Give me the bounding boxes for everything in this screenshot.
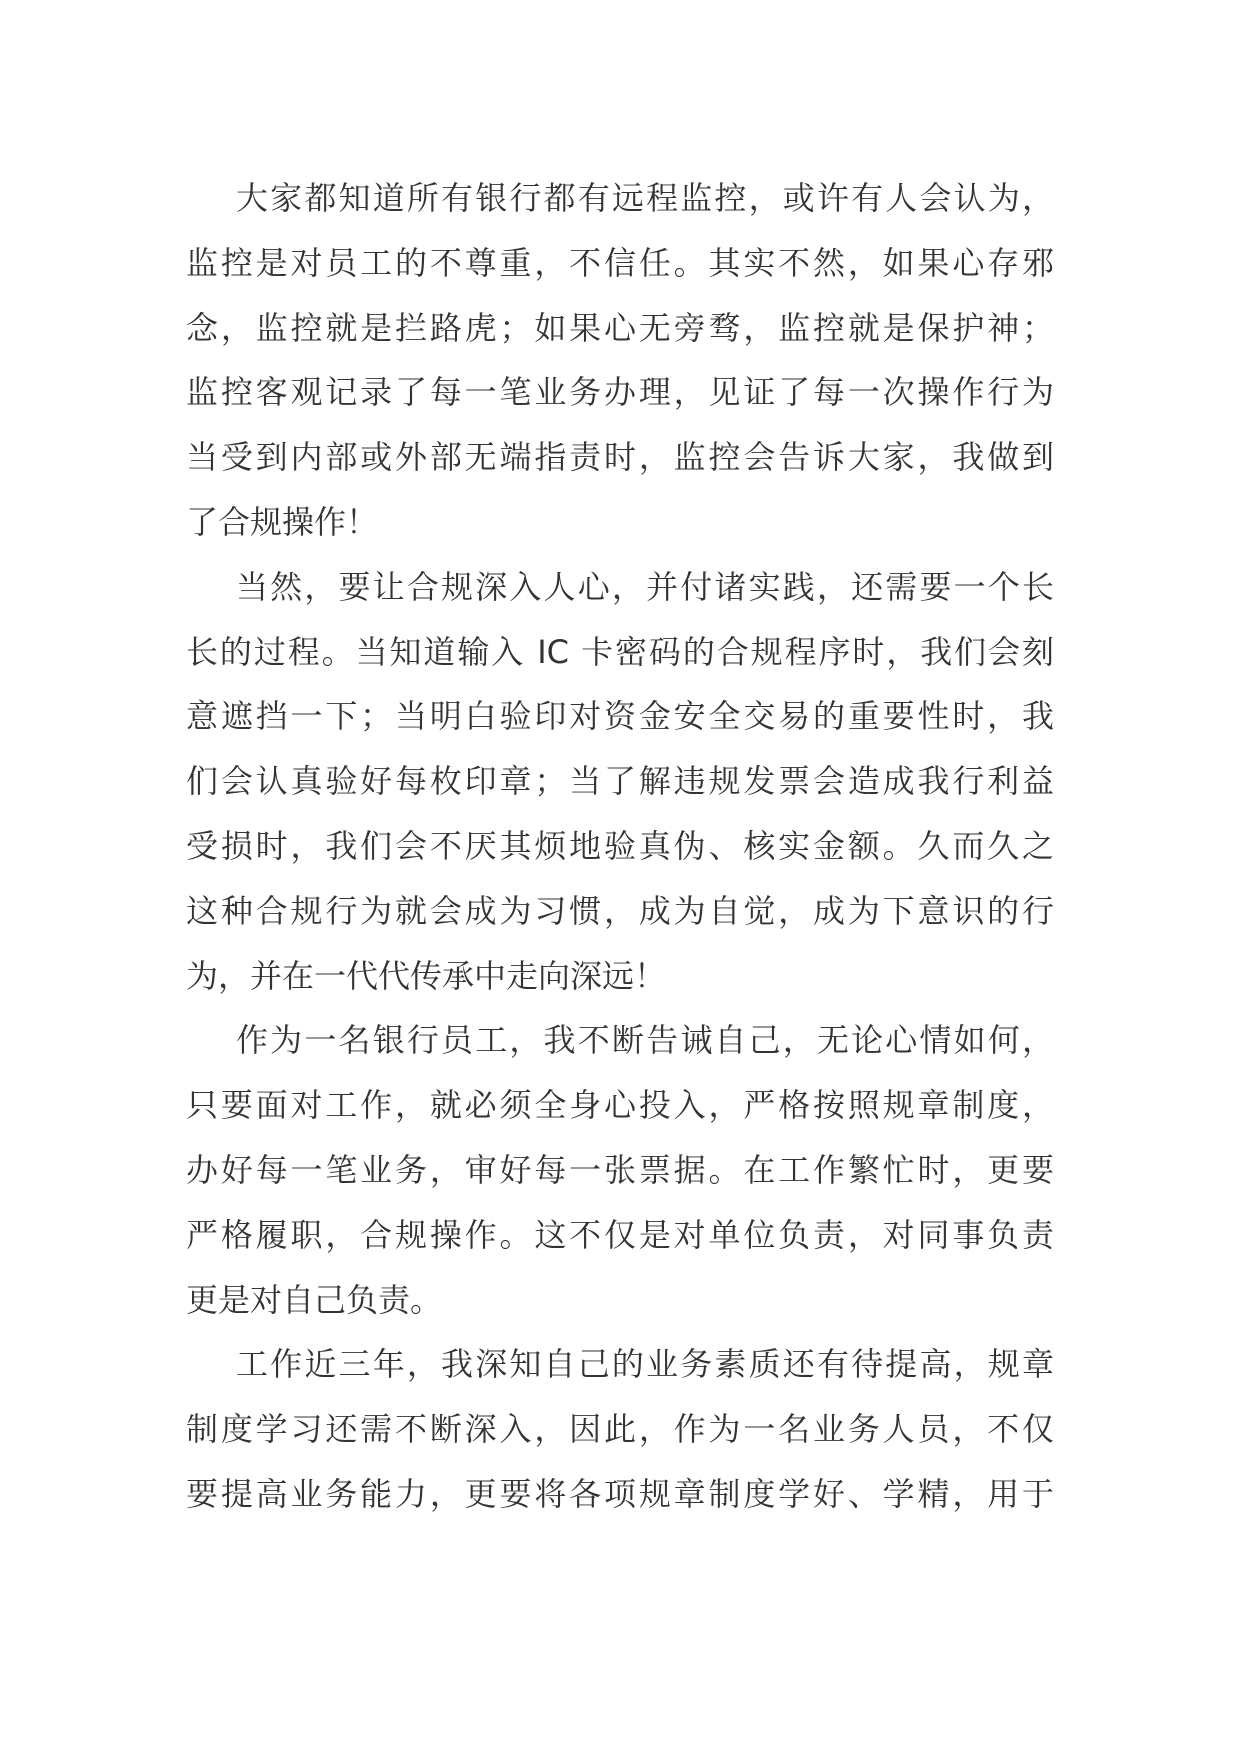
text-line: 监控是对员工的不尊重，不信任。其实不然，如果心存邪 (186, 243, 1054, 282)
text-line: 长的过程。当知道输入 IC 卡密码的合规程序时，我们会刻 (186, 632, 1054, 671)
text-line: 制度学习还需不断深入，因此，作为一名业务人员，不仅 (186, 1410, 1054, 1449)
paragraph-monitoring (186, 166, 1054, 555)
text-line: 更是对自己负责。 (186, 1280, 443, 1319)
text-line: 这种合规行为就会成为习惯，成为自觉，成为下意识的行 (186, 891, 1054, 930)
paragraph-employee-duty (186, 1008, 1054, 1332)
text-line: 作为一名银行员工，我不断告诫自己，无论心情如何， (236, 1021, 1054, 1060)
text-line: 大家都知道所有银行都有远程监控，或许有人会认为， (236, 179, 1054, 217)
text-line: 要提高业务能力，更要将各项规章制度学好、学精，用于 (186, 1474, 1054, 1513)
text-line: 监控客观记录了每一笔业务办理，见证了每一次操作行为 (186, 373, 1054, 412)
text-line: 意遮挡一下；当明白验印对资金安全交易的重要性时，我 (186, 697, 1054, 736)
text-line: 当受到内部或外部无端指责时，监控会告诉大家，我做到 (186, 438, 1054, 477)
document-body (186, 166, 1054, 1527)
text-line: 办好每一笔业务，审好每一张票据。在工作繁忙时，更要 (186, 1150, 1054, 1189)
paragraph-compliance-practice (186, 555, 1054, 1009)
text-line: 了合规操作！ (186, 502, 379, 541)
paragraph-self-improvement (186, 1332, 1054, 1526)
text-line: 只要面对工作，就必须全身心投入，严格按照规章制度， (186, 1086, 1054, 1125)
text-line: 们会认真验好每枚印章；当了解违规发票会造成我行利益 (186, 762, 1054, 801)
text-line: 工作近三年，我深知自己的业务素质还有待提高，规章 (236, 1345, 1054, 1384)
text-line: 当然，要让合规深入人心，并付诸实践，还需要一个长 (236, 567, 1054, 606)
text-line: 严格履职，合规操作。这不仅是对单位负责，对同事负责 (186, 1215, 1054, 1254)
text-line: 为，并在一代代传承中走向深远！ (186, 956, 667, 995)
text-line: 念，监控就是拦路虎；如果心无旁骛，监控就是保护神； (186, 308, 1054, 347)
text-line: 受损时，我们会不厌其烦地验真伪、核实金额。久而久之 (186, 826, 1054, 865)
